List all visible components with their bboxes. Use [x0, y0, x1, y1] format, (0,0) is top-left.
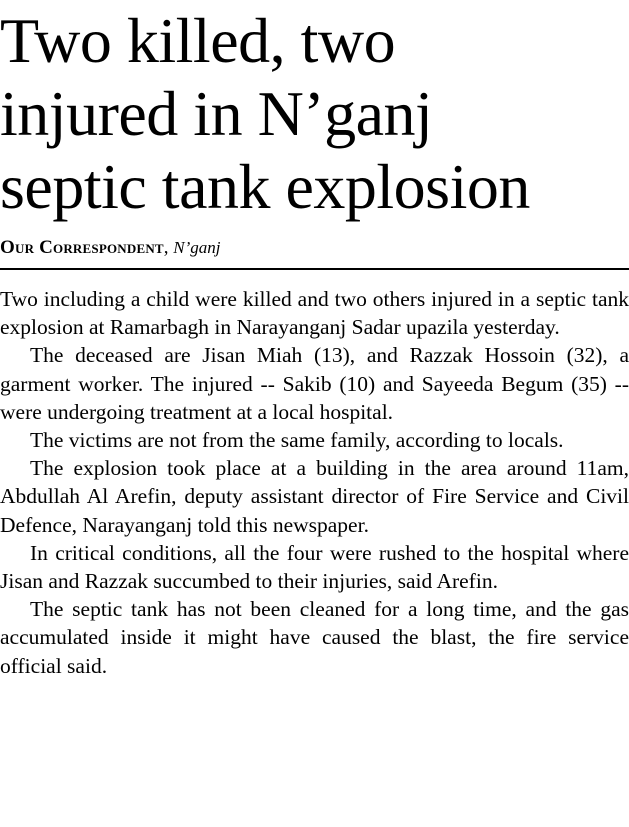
- headline: [0, 4, 629, 223]
- paragraph: The deceased are Jisan Miah (13), and Razzak Hossoin (32), a garment worker. The injured -- Sakib (10) and Sayeeda Begum (35) -- were undergoing treatment at a local hospital.: [0, 343, 629, 424]
- article-body: [0, 285, 629, 680]
- paragraph: Two including a child were killed and two others injured in a septic tank explosion at Ramarbagh in Narayanganj Sadar upazila yesterday.: [0, 287, 629, 340]
- paragraph: The victims are not from the same family, according to locals.: [30, 428, 564, 453]
- paragraph: The septic tank has not been cleaned for a long time, and the gas accumulated inside it might have caused the blast, the fire service official said.: [0, 597, 629, 678]
- headline-line-2: injured in N’ganj: [0, 78, 433, 149]
- byline: [0, 236, 221, 260]
- divider-rule: [0, 268, 629, 270]
- headline-line-3: septic tank explosion: [0, 151, 530, 222]
- paragraph: The explosion took place at a building in the area around 11am, Abdullah Al Arefin, deputy assistant director of Fire Service and Civil Defence, Narayanganj told this newspaper.: [0, 456, 629, 537]
- headline-line-1: Two killed, two: [0, 5, 396, 76]
- paragraph: In critical conditions, all the four were rushed to the hospital where Jisan and Razzak succumbed to their injuries, said Arefin.: [0, 540, 629, 594]
- byline-author: Our Correspondent: [0, 237, 164, 258]
- byline-location: N’ganj: [173, 238, 221, 257]
- byline-separator: ,: [163, 237, 174, 258]
